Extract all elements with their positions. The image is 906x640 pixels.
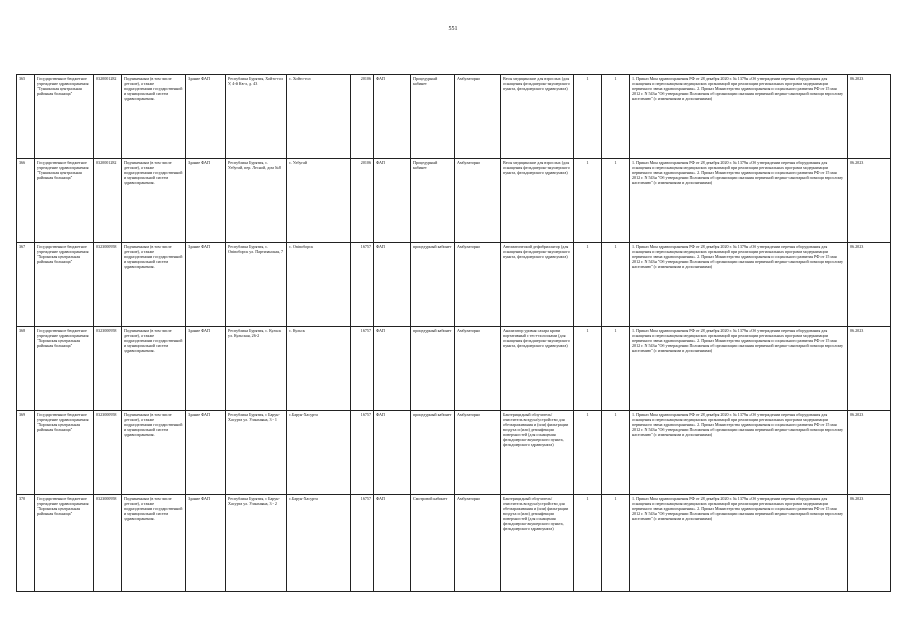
table-row [17,75,891,159]
care-mode-cell: Амбулаторно [455,495,501,592]
quantity-cell: 1 [574,75,602,159]
ogrn-cell: 0320001282 [94,159,122,243]
facility-type-cell: ФАП [374,495,411,592]
equipment-register-table [16,74,891,592]
organization-cell: Государственное бюджетное учреждение здравоохранения "Хоринская центральная районная больница" [35,243,94,327]
address-cell: Республика Бурятия, с Барун-Хасурта ул. Уланхаяна, 3 - 2 [226,495,287,592]
quantity-required-cell: 1 [602,327,630,411]
quantity-required-cell: 1 [602,159,630,243]
date-cell: 06.2023 [848,495,891,592]
organization-cell: Государственное бюджетное учреждение здравоохранения "Тункинская центральная районная больница" [35,159,94,243]
ogrn-cell: 0323000958 [94,411,122,495]
table-row [17,495,891,592]
row-number-cell: 370 [17,495,35,592]
row-number-cell: 369 [17,411,35,495]
locality-cell: с.Барун-Хасурта [287,411,351,495]
room-cell: процедурный кабинет [411,327,455,411]
page-number: 551 [448,26,458,32]
equipment-cell: Весы медицинские для взрослых (для оснащения фельдшерско-акушерского пункта, фельдшерского здравпункта) [501,75,574,159]
equipment-cell: Автоматический дефибриллятор (для оснащения фельдшерско-акушерского пункта, фельдшерского здравпункта) [501,243,574,327]
legal-basis-cell: 1. Приказ Мин здравоохранения РФ от 28 декабря 2020 г. № 1379н «Об утверждении перечня оборудования для оснащения и переоснащения медицинских организаций при реализации региональных программ модернизации первичного звена здравоохранения». 2. Приказ Министерства здравоохранения и социального развития РФ от 15 мая 2012 г. N 543н "Об утверждении Положения об организации оказания первичной медико-санитарной помощи взрослому населению" (с изменениями и дополнениями) [630,243,848,327]
building-cell: Здание ФАП [186,243,226,327]
date-cell: 06.2023 [848,75,891,159]
facility-type-cell: ФАП [374,243,411,327]
ogrn-cell: 0320001282 [94,75,122,159]
quantity-required-cell: 1 [602,243,630,327]
code-cell: 16757 [351,243,374,327]
quantity-cell: 1 [574,411,602,495]
table-row [17,327,891,411]
equipment-cell: Бактерицидный облучатель/очиститель воздуха/устройство для обеззараживания и (или) фильтрации воздуха и (или) дезинфекции поверхностей (для оснащения фельдшерско-акушерского пункта, фельдшерского здравпункта) [501,411,574,495]
purpose-cell: Подчиненным (в том числе детские), а также подразделениям государственной и муниципальной систем здравоохранения. [122,495,186,592]
quantity-cell: 1 [574,243,602,327]
address-cell: Республика Бурятия, с. Кульск ул. Кульская, 26-2 [226,327,287,411]
room-cell: Процедурный кабинет [411,75,455,159]
building-cell: Здание ФАП [186,411,226,495]
row-number-cell: 368 [17,327,35,411]
date-cell: 06.2023 [848,327,891,411]
row-number-cell: 366 [17,159,35,243]
equipment-cell: Бактерицидный облучатель/очиститель воздуха/устройство для обеззараживания и (или) фильтрации воздуха и (или) дезинфекции поверхностей (для оснащения фельдшерско-акушерского пункта, фельдшерского здравпункта) [501,495,574,592]
facility-type-cell: ФАП [374,327,411,411]
purpose-cell: Подчиненным (в том числе детские), а также подразделениям государственной и муниципальной систем здравоохранения. [122,327,186,411]
building-cell: Здание ФАП [186,495,226,592]
legal-basis-cell: 1. Приказ Мин здравоохранения РФ от 28 декабря 2020 г. № 1379н «Об утверждении перечня оборудования для оснащения и переоснащения медицинских организаций при реализации региональных программ модернизации первичного звена здравоохранения». 2. Приказ Министерства здравоохранения и социального развития РФ от 15 мая 2012 г. N 543н "Об утверждении Положения об организации оказания первичной медико-санитарной помощи взрослому населению" (с изменениями и дополнениями) [630,411,848,495]
legal-basis-cell: 1. Приказ Мин здравоохранения РФ от 28 декабря 2020 г. № 1379н «Об утверждении перечня оборудования для оснащения и переоснащения медицинских организаций при реализации региональных программ модернизации первичного звена здравоохранения». 2. Приказ Министерства здравоохранения и социального развития РФ от 15 мая 2012 г. N 543н "Об утверждении Положения об организации оказания первичной медико-санитарной помощи взрослому населению" (с изменениями и дополнениями) [630,159,848,243]
locality-cell: с. Оninoборск [287,243,351,327]
quantity-required-cell: 1 [602,75,630,159]
table-row [17,243,891,327]
purpose-cell: Подчиненным (в том числе детские), а также подразделениям государственной и муниципальной систем здравоохранения. [122,411,186,495]
equipment-cell: Весы медицинские для взрослых (для оснащения фельдшерско-акушерского пункта, фельдшерского здравпункта) [501,159,574,243]
organization-cell: Государственное бюджетное учреждение здравоохранения "Хоринская центральная районная больница" [35,327,94,411]
facility-type-cell: ФАП [374,159,411,243]
code-cell: 20106 [351,159,374,243]
date-cell: 06.2023 [848,243,891,327]
care-mode-cell: Амбулаторно [455,243,501,327]
care-mode-cell: Амбулаторно [455,75,501,159]
building-cell: Здание ФАП [186,75,226,159]
table-row [17,411,891,495]
date-cell: 06.2023 [848,411,891,495]
quantity-cell: 1 [574,327,602,411]
purpose-cell: Подчиненным (в том числе детские), а также подразделениям государственной и муниципальной систем здравоохранения. [122,75,186,159]
care-mode-cell: Амбулаторно [455,411,501,495]
quantity-cell: 1 [574,495,602,592]
organization-cell: Государственное бюджетное учреждение здравоохранения "Тункинская центральная районная больница" [35,75,94,159]
ogrn-cell: 0323000958 [94,495,122,592]
address-cell: Республика Бурятия, Хойто-гол У, 4-й Кв-л, д. 43 [226,75,287,159]
locality-cell: с. Хойто-гол [287,75,351,159]
quantity-required-cell: 1 [602,495,630,592]
room-cell: процедурный кабинет [411,243,455,327]
purpose-cell: Подчиненным (в том числе детские), а также подразделениям государственной и муниципальной систем здравоохранения. [122,243,186,327]
room-cell: Смотровой кабинет [411,495,455,592]
quantity-cell: 1 [574,159,602,243]
address-cell: Республика Бурятия, с. Оninoборск ул. Партизанская, 7 [226,243,287,327]
locality-cell: с.Барун-Хасурта [287,495,351,592]
legal-basis-cell: 1. Приказ Мин здравоохранения РФ от 28 декабря 2020 г. № 1379н «Об утверждении перечня оборудования для оснащения и переоснащения медицинских организаций при реализации региональных программ модернизации первичного звена здравоохранения». 2. Приказ Министерства здравоохранения и социального развития РФ от 15 мая 2012 г. N 543н "Об утверждении Положения об организации оказания первичной медико-санитарной помощи взрослому населению" (с изменениями и дополнениями) [630,327,848,411]
equipment-cell: Анализатор уровня сахара крови портативный с тест-полосками (для оснащения фельдшерско-акушерского пункта, фельдшерского здравпункта) [501,327,574,411]
row-number-cell: 367 [17,243,35,327]
room-cell: Процедурный кабинет [411,159,455,243]
address-cell: Республика Бурятия, с. Улбугай, пер. Лесной, дом №8 [226,159,287,243]
ogrn-cell: 0323000958 [94,243,122,327]
room-cell: процедурный кабинет [411,411,455,495]
ogrn-cell: 0323000958 [94,327,122,411]
organization-cell: Государственное бюджетное учреждение здравоохранения "Хоринская центральная районная больница" [35,411,94,495]
building-cell: Здание ФАП [186,327,226,411]
code-cell: 16757 [351,411,374,495]
quantity-required-cell: 1 [602,411,630,495]
facility-type-cell: ФАП [374,75,411,159]
code-cell: 16757 [351,327,374,411]
organization-cell: Государственное бюджетное учреждение здравоохранения "Хоринская центральная районная больница" [35,495,94,592]
legal-basis-cell: 1. Приказ Мин здравоохранения РФ от 28 декабря 2020 г. № 1379н «Об утверждении перечня оборудования для оснащения и переоснащения медицинских организаций при реализации региональных программ модернизации первичного звена здравоохранения». 2. Приказ Министерства здравоохранения и социального развития РФ от 15 мая 2012 г. N 543н "Об утверждении Положения об организации оказания первичной медико-санитарной помощи взрослому населению" (с изменениями и дополнениями) [630,75,848,159]
purpose-cell: Подчиненным (в том числе детские), а также подразделениям государственной и муниципальной систем здравоохранения. [122,159,186,243]
address-cell: Республика Бурятия, с Барун-Хасурта ул. Уланхаяна, 3 - 1 [226,411,287,495]
code-cell: 16757 [351,495,374,592]
legal-basis-cell: 1. Приказ Мин здравоохранения РФ от 28 декабря 2020 г. № 1379н «Об утверждении перечня оборудования для оснащения и переоснащения медицинских организаций при реализации региональных программ модернизации первичного звена здравоохранения». 2. Приказ Министерства здравоохранения и социального развития РФ от 15 мая 2012 г. N 543н "Об утверждении Положения об организации оказания первичной медико-санитарной помощи взрослому населению" (с изменениями и дополнениями) [630,495,848,592]
locality-cell: с. Кульск [287,327,351,411]
locality-cell: с. Улбугай [287,159,351,243]
row-number-cell: 365 [17,75,35,159]
facility-type-cell: ФАП [374,411,411,495]
date-cell: 06.2023 [848,159,891,243]
code-cell: 20106 [351,75,374,159]
care-mode-cell: Амбулаторно [455,159,501,243]
building-cell: Здание ФАП [186,159,226,243]
care-mode-cell: Амбулаторно [455,327,501,411]
table-row [17,159,891,243]
